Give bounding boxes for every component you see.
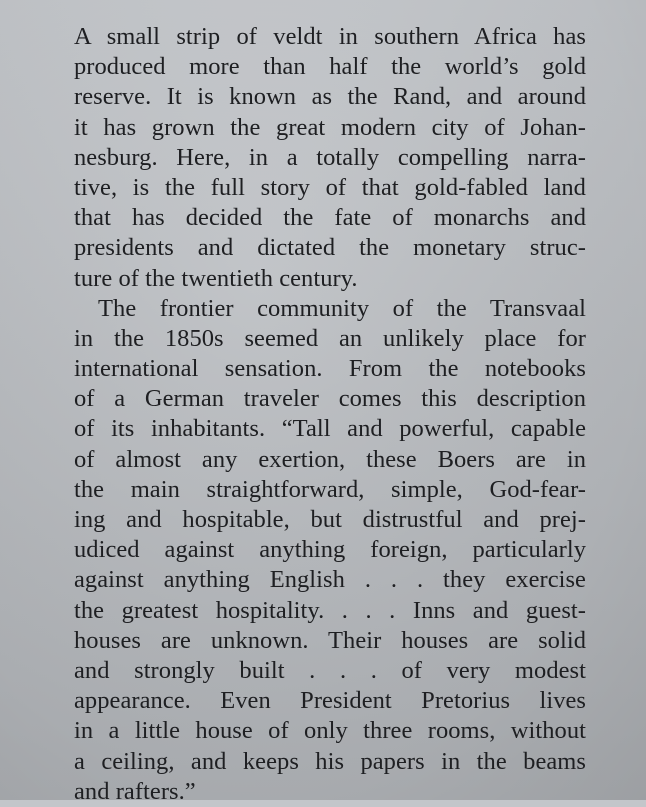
text-line: and rafters.” — [74, 777, 196, 805]
text-line: The frontier community of the Transvaal — [98, 294, 586, 322]
text-line: of a German traveler comes this description — [74, 385, 586, 413]
text-line: appearance. Even President Pretorius lives — [74, 687, 586, 715]
text-line: a ceiling, and keeps his papers in the beams — [74, 747, 586, 775]
text-line: reserve. It is known as the Rand, and around — [74, 83, 586, 111]
text-line: nesburg. Here, in a totally compelling narra- — [74, 143, 586, 171]
text-line: presidents and dictated the monetary struc- — [74, 234, 586, 262]
text-line: A small strip of veldt in southern Africa has — [74, 23, 586, 50]
text-line: udiced against anything foreign, particularly — [74, 536, 586, 564]
text-line: ture of the twentieth century. — [74, 264, 358, 292]
text-line: against anything English . . . they exercise — [74, 566, 586, 594]
text-line: produced more than half the world’s gold — [74, 53, 586, 81]
text-line: tive, is the full story of that gold-fabled land — [74, 173, 586, 201]
text-line: of almost any exertion, these Boers are in — [74, 445, 586, 473]
paragraph-1 — [74, 22, 586, 294]
text-line: houses are unknown. Their houses are solid — [74, 626, 586, 654]
text-line: the greatest hospitality. . . . Inns and guest- — [74, 596, 586, 624]
text-line: in the 1850s seemed an unlikely place for — [74, 324, 586, 352]
text-line: and strongly built . . . of very modest — [74, 656, 586, 684]
text-line: the main straightforward, simple, God-fear- — [74, 475, 586, 503]
text-line: it has grown the great modern city of Johan- — [74, 113, 586, 141]
text-line: ing and hospitable, but distrustful and prej- — [74, 506, 586, 533]
text-line: in a little house of only three rooms, without — [74, 717, 586, 745]
paragraph-2 — [74, 294, 586, 807]
text-line: international sensation. From the notebooks — [74, 355, 586, 383]
text-line: of its inhabitants. “Tall and powerful, capable — [74, 415, 586, 443]
text-line: that has decided the fate of monarchs and — [74, 204, 586, 232]
body-text — [74, 22, 586, 807]
